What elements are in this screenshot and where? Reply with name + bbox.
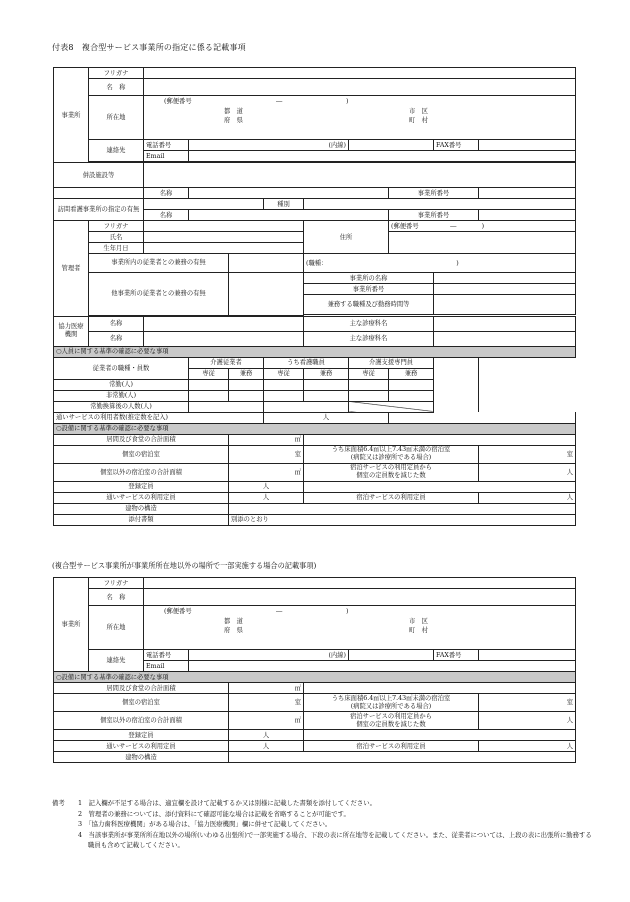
branch-phone-field[interactable] <box>189 650 349 661</box>
tsuusho-riyou-label: 通いサービスの利用者数(推定数を記入) <box>54 412 264 423</box>
email-label: Email <box>144 151 189 162</box>
kyoryoku-label: 協力医療機関 <box>54 316 89 346</box>
other-job-label: 兼務する職種及び勤務時間等 <box>304 295 434 315</box>
shien-senju: 専従 <box>349 368 389 379</box>
cell[interactable] <box>189 401 264 412</box>
branch-shukuhaku-teiin-label: 宿泊サービスの利用定員 <box>304 741 479 752</box>
kayoi-teiin-label: 通いサービスの利用定員 <box>54 492 229 503</box>
address-field[interactable] <box>144 96 576 140</box>
cell[interactable] <box>229 379 264 390</box>
shokushu-label: (職種： <box>306 259 325 267</box>
name-label: 名 称 <box>89 79 144 96</box>
fax-label: FAX番号 <box>434 140 479 151</box>
branch-office-label: 事業所 <box>54 578 89 672</box>
branch-touroku-unit: 人 <box>229 730 304 741</box>
branch-chouson-label: 町 村 <box>409 627 428 634</box>
branch-fuken-label: 府 県 <box>224 627 243 634</box>
houmon-name-label: 名称 <box>144 210 189 221</box>
kyoryoku-name1-field[interactable] <box>144 316 304 331</box>
branch-kayoi-teiin-label: 通いサービスの利用定員 <box>54 741 229 752</box>
branch-postal-close: ) <box>346 608 349 615</box>
branch-capacity-unit: 人 <box>479 712 576 730</box>
hijokin-label: 非常勤(人) <box>54 390 189 401</box>
note-item: 4 当該事業所が事業所所在地以外の場所(いわゆる出張所)で一部実施する場合、下段の表に所在地等を記載してください。また、従業者については、上段の表に出張所に勤務する職員も含めて記載してください。 <box>78 830 592 849</box>
branch-capacity-label: 宿泊サービスの利用定員から 個室の定員数を減じた数 <box>304 712 479 730</box>
branch-phone-label: 電話番号 <box>144 650 189 661</box>
houmon-name-field[interactable] <box>189 210 389 221</box>
furigana-field[interactable] <box>144 68 576 79</box>
postal-label: (郵便番号 <box>164 98 192 105</box>
ext-label: (内線) <box>328 141 346 149</box>
phone-label: 電話番号 <box>144 140 189 151</box>
branch-small-room-unit: 室 <box>479 694 576 712</box>
kanrisha-postal-close: ) <box>481 222 485 230</box>
form-title: 付表8 複合型サービス事業所の指定に係る記載事項 <box>52 43 246 52</box>
branch-shiku-label: 市 区 <box>409 618 428 625</box>
branch-address-field[interactable] <box>144 606 576 650</box>
kanrisha-birth-field[interactable] <box>144 243 304 254</box>
kaigo-kenmu: 兼務 <box>229 368 264 379</box>
other-room-label: 個室以外の宿泊室の合計面積 <box>54 463 229 481</box>
tenpu-value: 別添のとおり <box>229 514 576 525</box>
jinin-section-header: ○人員に関する基準の確認に必要な事項 <box>54 346 576 357</box>
branch-kouzou-field[interactable] <box>229 752 576 763</box>
kyoshitsu-unit: ㎡ <box>229 434 304 445</box>
note-item: 2 管理者の兼務については、添付資料にて確認可能な場合は記載を省略することが可能です。 <box>78 809 350 818</box>
kanrisha-jusho-label: 住所 <box>304 221 389 254</box>
heisetsu-no-label: 事業所番号 <box>389 188 479 199</box>
email-field[interactable] <box>189 151 576 162</box>
branch-postal-label: (郵便番号 <box>164 608 192 615</box>
kanrisha-furigana-label: フリガナ <box>89 221 144 232</box>
address-label: 所在地 <box>89 96 144 140</box>
cell[interactable] <box>304 390 349 401</box>
branch-other-room-label: 個室以外の宿泊室の合計面積 <box>54 712 229 730</box>
shokushu-ninzu-label: 従業者の職種・員数 <box>54 357 189 379</box>
cell[interactable] <box>349 379 389 390</box>
tsuusho-riyou-unit: 人 <box>264 412 389 423</box>
office-label: 事業所 <box>54 68 89 163</box>
kanrisha-shimei-field[interactable] <box>144 232 304 243</box>
branch-name-field[interactable] <box>144 589 576 606</box>
notes <box>52 798 592 851</box>
small-room-unit: 室 <box>479 445 576 463</box>
kanrisha-postal-dash: ― <box>450 222 457 230</box>
branch-ext-field[interactable] <box>349 650 434 661</box>
cell[interactable] <box>229 390 264 401</box>
jokin-label: 常勤(人) <box>54 379 189 390</box>
notes-label: 備考 <box>52 799 65 807</box>
furigana-label: フリガナ <box>89 68 144 79</box>
kango-header: うち看護職員 <box>264 357 349 368</box>
branch-kyoshitsu-label: 居間及び食堂の合計面積 <box>54 683 229 694</box>
branch-small-room-label: うち床面積6.4㎡以上7.43㎡未満の宿泊室 (病院又は診療所である場合) <box>304 694 479 712</box>
kenmu2-field[interactable] <box>229 273 304 316</box>
tenpu-label: 添付書類 <box>54 514 229 525</box>
houmon-no-field[interactable] <box>479 210 576 221</box>
other-no-field[interactable] <box>434 284 576 295</box>
kanrisha-postal-label: (郵便番号 <box>391 222 419 230</box>
main-dept2-field[interactable] <box>434 331 576 346</box>
cell[interactable] <box>264 390 304 401</box>
branch-form-table <box>53 577 576 763</box>
shubetsu-field[interactable] <box>304 199 576 210</box>
kango-senju: 専従 <box>264 368 304 379</box>
note-item: 1 記入欄が不足する場合は、適宜欄を設けて記載するか又は別様に記載した書類を添付してください。 <box>78 799 377 807</box>
shien-kenmu: 兼務 <box>389 368 434 379</box>
other-name-field[interactable] <box>434 273 576 284</box>
heisetsu-name-field[interactable] <box>189 188 389 199</box>
contact-label: 連絡先 <box>89 140 144 162</box>
shiku-label: 市 区 <box>409 108 428 115</box>
heisetsu-label: 併設施設等 <box>54 163 144 188</box>
kanrisha-shimei-label: 氏名 <box>89 232 144 243</box>
branch-koshitsu-unit: 室 <box>229 694 304 712</box>
main-dept2-label: 主な診療科名 <box>304 331 434 346</box>
kanrisha-birth-label: 生年月日 <box>89 243 144 254</box>
other-room-unit: ㎡ <box>229 463 304 481</box>
kanrisha-postal[interactable] <box>389 221 576 232</box>
fax-field[interactable] <box>479 140 576 151</box>
cell[interactable] <box>189 390 229 401</box>
cell[interactable] <box>349 390 389 401</box>
kyoryoku-name1-label: 名称 <box>89 316 144 331</box>
branch-fax-label: FAX番号 <box>434 650 479 661</box>
branch-shukuhaku-teiin-unit: 人 <box>479 741 576 752</box>
kyoryoku-name2-field[interactable] <box>144 331 304 346</box>
kenmu1-field[interactable] <box>229 254 304 273</box>
branch-other-room-unit: ㎡ <box>229 712 304 730</box>
fuken-label: 府 県 <box>224 117 243 124</box>
todo-label: 都 道 <box>224 108 243 115</box>
kanrisha-furigana-field[interactable] <box>144 221 304 232</box>
other-no-label: 事業所番号 <box>304 284 434 295</box>
cell[interactable] <box>189 379 229 390</box>
touroku-unit: 人 <box>229 481 304 492</box>
koshitsu-label: 個室の宿泊室 <box>54 445 229 463</box>
kouzou-field[interactable] <box>229 503 576 514</box>
branch-koshitsu-label: 個室の宿泊室 <box>54 694 229 712</box>
kaigo-senju: 専従 <box>189 368 229 379</box>
cell[interactable] <box>264 379 304 390</box>
kansan-label: 常勤換算後の人数(人) <box>54 401 189 412</box>
branch-kouzou-label: 建物の構造 <box>54 752 229 763</box>
branch-address-label: 所在地 <box>89 606 144 650</box>
touroku-label: 登録定員 <box>54 481 229 492</box>
main-dept1-label: 主な診療科名 <box>304 316 434 331</box>
branch-fax-field[interactable] <box>479 650 576 661</box>
branch-kyoshitsu-unit: ㎡ <box>229 683 304 694</box>
houmon-no-label: 事業所番号 <box>389 210 479 221</box>
shubetsu-label: 種別 <box>264 199 304 210</box>
branch-touroku-label: 登録定員 <box>54 730 229 741</box>
kango-kenmu: 兼務 <box>304 368 349 379</box>
koshitsu-unit: 室 <box>229 445 304 463</box>
shukuhaku-teiin-unit: 人 <box>479 492 576 503</box>
cell[interactable] <box>264 401 349 412</box>
houmon-yesno-field[interactable] <box>144 199 264 210</box>
capacity-unit: 人 <box>479 463 576 481</box>
diagonal-cell <box>349 401 434 412</box>
branch-contact-label: 連絡先 <box>89 650 144 672</box>
main-form-table <box>53 67 576 526</box>
kenmu1-job-field[interactable]: (職種： ) <box>304 254 576 273</box>
branch-name-label: 名 称 <box>89 589 144 606</box>
phone-field[interactable] <box>189 140 349 151</box>
other-name-label: 事業所の名称 <box>304 273 434 284</box>
shukuhaku-teiin-label: 宿泊サービスの利用定員 <box>304 492 479 503</box>
cell[interactable] <box>389 379 434 390</box>
subtitle: (複合型サービス事業所が事業所所在地以外の場所で一部実施する場合の記載事項) <box>52 561 317 570</box>
branch-postal-dash: ― <box>276 608 283 615</box>
ext-field[interactable] <box>349 140 434 151</box>
kaigo-header: 介護従業者 <box>189 357 264 368</box>
kyoryoku-name2-label: 名称 <box>89 331 144 346</box>
kanrisha-label: 管理者 <box>54 221 89 317</box>
note-item: 3 「協力歯科医療機関」がある場合は、「協力医療機関」欄に併せて記載してください。 <box>78 820 332 828</box>
cell[interactable] <box>389 390 434 401</box>
kyoshitsu-label: 居間及び食堂の合計面積 <box>54 434 229 445</box>
heisetsu-name-label: 名称 <box>144 188 189 199</box>
small-room-label: うち床面積6.4㎡以上7.43㎡未満の宿泊室 (病院又は診療所である場合) <box>304 445 479 463</box>
postal-close: ) <box>346 98 349 105</box>
shien-header: 介護支援専門員 <box>349 357 434 368</box>
name-field[interactable] <box>144 79 576 96</box>
chouson-label: 町 村 <box>409 117 428 124</box>
main-dept1-field[interactable] <box>434 316 576 331</box>
cell[interactable] <box>304 379 349 390</box>
branch-kayoi-teiin-unit: 人 <box>229 741 304 752</box>
branch-email-field[interactable] <box>189 661 576 672</box>
postal-dash: ― <box>276 98 283 105</box>
capacity-label: 宿泊サービスの利用定員から 個室の定員数を減じた数 <box>304 463 479 481</box>
branch-setsubi-header: ○設備に関する基準の確認に必要な事項 <box>54 672 576 683</box>
branch-ext-label: (内線) <box>328 651 346 659</box>
kenmu1-label: 事業所内の従業者との兼務の有無 <box>89 254 229 273</box>
heisetsu-field[interactable] <box>144 163 576 188</box>
branch-email-label: Email <box>144 661 189 672</box>
setsubi-section-header: ○設備に関する基準の確認に必要な事項 <box>54 423 576 434</box>
kayoi-teiin-unit: 人 <box>229 492 304 503</box>
kenmu2-label: 他事業所の従業者との兼務の有無 <box>89 273 229 316</box>
kanrisha-jusho-field[interactable] <box>389 232 576 254</box>
other-job-field[interactable] <box>434 295 576 315</box>
kouzou-label: 建物の構造 <box>54 503 229 514</box>
branch-todo-label: 都 道 <box>224 618 243 625</box>
branch-furigana-label: フリガナ <box>89 578 144 589</box>
heisetsu-no-field[interactable] <box>479 188 576 199</box>
branch-furigana-field[interactable] <box>144 578 576 589</box>
houmon-label: 訪問看護事業所の指定の有無 <box>54 199 144 221</box>
